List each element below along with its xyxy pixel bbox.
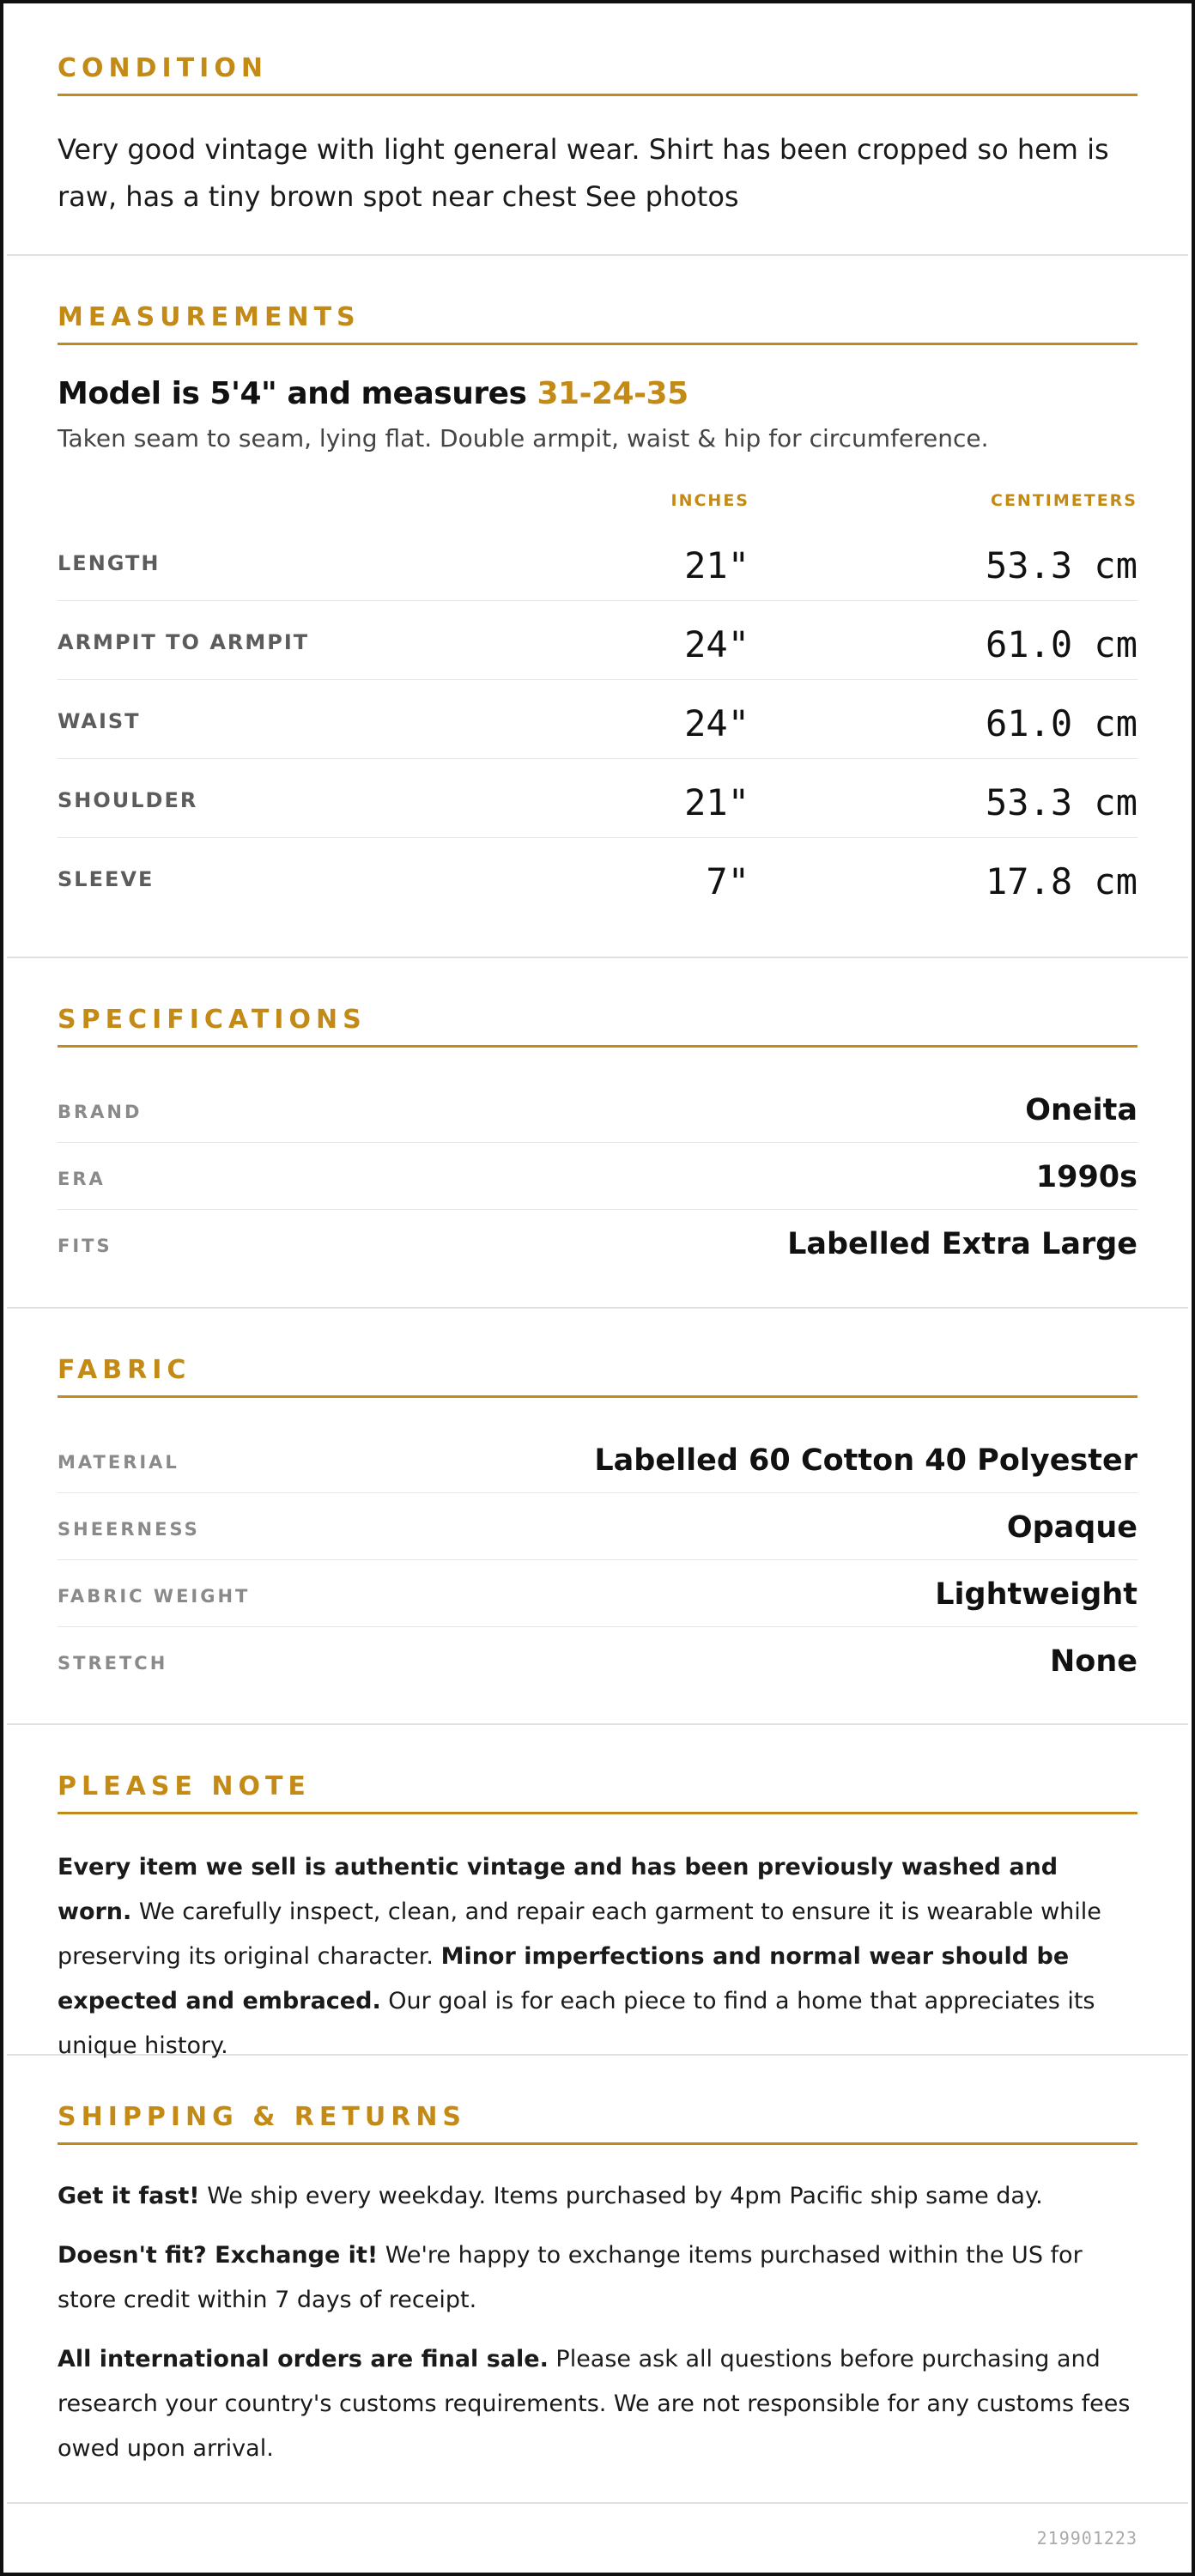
condition-heading-text: CONDITION: [58, 53, 268, 83]
shipping-paragraph-2: [58, 2233, 1137, 2323]
measurement-cm: 53.3 cm: [985, 781, 1137, 823]
measurement-row-waist: [58, 680, 1137, 759]
measurements-section: [7, 256, 1188, 958]
spec-value: Labelled Extra Large: [787, 1227, 1137, 1261]
fabric-row-sheerness: [58, 1493, 1137, 1560]
spec-row-fits: [58, 1210, 1137, 1277]
model-measures: 31-24-35: [537, 376, 688, 411]
shipping-text-3: Please ask all questions before purchasing and research your country's customs requirements. We are not responsible for any customs fees owed upon arrival.: [58, 2346, 1131, 2462]
measurement-cm: 17.8 cm: [985, 860, 1137, 902]
measurement-cm: 53.3 cm: [985, 544, 1137, 586]
measurement-row-length: [58, 522, 1137, 601]
fabric-heading: [58, 1353, 1137, 1398]
model-info-text: Model is 5'4" and measures: [58, 376, 537, 411]
specifications-heading-text: SPECIFICATIONS: [58, 1005, 367, 1035]
fabric-label: FABRIC WEIGHT: [58, 1586, 251, 1607]
shipping-bold-1: Get it fast!: [58, 2183, 200, 2209]
fabric-section: [7, 1309, 1188, 1725]
fabric-label: SHEERNESS: [58, 1519, 200, 1540]
shipping-bold-3: All international orders are final sale.: [58, 2346, 549, 2372]
spec-value: 1990s: [1035, 1160, 1137, 1194]
spec-label: BRAND: [58, 1102, 143, 1122]
measurements-heading-text: MEASUREMENTS: [58, 302, 361, 332]
shipping-heading: [58, 2100, 1137, 2145]
please-note-text: [58, 1845, 1137, 2069]
please-note-heading-text: PLEASE NOTE: [58, 1771, 311, 1801]
column-header-centimeters: CENTIMETERS: [991, 491, 1137, 510]
shipping-text-2: We're happy to exchange items purchased within the US for store credit within 7 days of receipt.: [58, 2242, 1083, 2313]
spec-value: Oneita: [1025, 1093, 1137, 1127]
model-info: [58, 376, 688, 411]
measurement-inches: 21": [684, 781, 749, 823]
fabric-value: Labelled 60 Cotton 40 Polyester: [594, 1443, 1137, 1478]
shipping-paragraph-1: [58, 2174, 1137, 2219]
spec-row-brand: [58, 1076, 1137, 1143]
measurement-label: LENGTH: [58, 551, 161, 575]
condition-text: Very good vintage with light general wear. Shirt has been cropped so hem is raw, has a tiny brown spot near chest See photos: [58, 133, 1109, 213]
fabric-value: None: [1050, 1644, 1137, 1679]
note-text-2: Our goal is for each piece to find a home that appreciates its unique history.: [58, 1988, 1095, 2059]
please-note-heading: [58, 1770, 1137, 1814]
shipping-section: [7, 2056, 1188, 2504]
shipping-heading-text: SHIPPING & RETURNS: [58, 2102, 467, 2132]
fabric-value: Lightweight: [935, 1577, 1137, 1612]
measurements-heading: [58, 301, 1137, 345]
measurement-inches: 7": [706, 860, 749, 902]
condition-section: [7, 3, 1188, 256]
note-text-1: We carefully inspect, clean, and repair each garment to ensure it is wearable while preserving its original character.: [58, 1899, 1101, 1970]
spec-label: ERA: [58, 1169, 106, 1189]
footer: [7, 2504, 1188, 2576]
spec-label: FITS: [58, 1236, 112, 1256]
condition-heading: [58, 52, 1137, 96]
note-bold-2: Minor imperfections and normal wear should be expected and embraced.: [58, 1943, 1070, 2014]
measurement-row-sleeve: [58, 838, 1137, 917]
fabric-row-weight: [58, 1560, 1137, 1627]
fabric-label: MATERIAL: [58, 1452, 179, 1473]
measurement-label: SLEEVE: [58, 867, 155, 891]
measurement-label: WAIST: [58, 709, 141, 733]
specifications-section: [7, 958, 1188, 1309]
measurement-inches: 24": [684, 623, 749, 665]
column-header-inches: INCHES: [670, 491, 749, 510]
sku-number: 219901223: [1036, 2528, 1137, 2549]
measurement-inches: 21": [684, 544, 749, 586]
measurement-label: ARMPIT TO ARMPIT: [58, 630, 310, 654]
fabric-value: Opaque: [1006, 1510, 1137, 1545]
note-bold-1: Every item we sell is authentic vintage and has been previously washed and worn.: [58, 1854, 1059, 1925]
measurement-cm: 61.0 cm: [985, 702, 1137, 744]
shipping-bold-2: Doesn't fit? Exchange it!: [58, 2242, 379, 2269]
fabric-row-material: [58, 1426, 1137, 1493]
measurement-inches: 24": [684, 702, 749, 744]
measurements-subtitle: Taken seam to seam, lying flat. Double armpit, waist & hip for circumference.: [58, 424, 989, 453]
fabric-heading-text: FABRIC: [58, 1355, 191, 1385]
measurement-row-shoulder: [58, 759, 1137, 838]
shipping-paragraph-3: [58, 2337, 1137, 2471]
measurement-label: SHOULDER: [58, 788, 198, 812]
fabric-label: STRETCH: [58, 1653, 168, 1674]
specifications-heading: [58, 1003, 1137, 1048]
fabric-row-stretch: [58, 1627, 1137, 1694]
please-note-section: [7, 1725, 1188, 2059]
measurement-row-armpit: [58, 601, 1137, 680]
measurement-cm: 61.0 cm: [985, 623, 1137, 665]
shipping-text-1: We ship every weekday. Items purchased by 4pm Pacific ship same day.: [199, 2183, 1043, 2209]
spec-row-era: [58, 1143, 1137, 1210]
